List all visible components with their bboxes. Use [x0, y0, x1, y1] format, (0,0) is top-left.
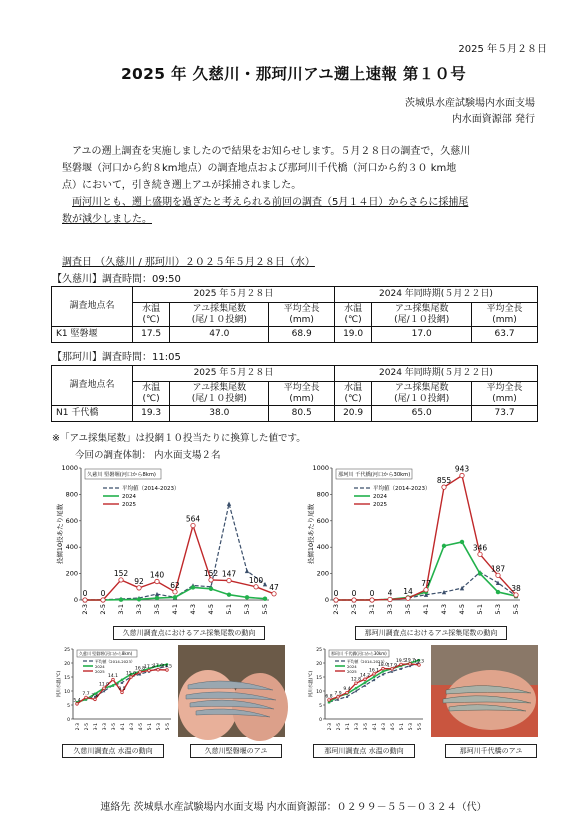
legend-label: 2024	[122, 494, 136, 500]
naka-table	[51, 365, 538, 422]
chart-title: 那珂川 千代橋(河口から30km)	[331, 651, 387, 657]
y-tick-label: 5	[67, 704, 70, 709]
point-2025	[514, 593, 518, 597]
y-axis-label: 河川水温(℃)	[57, 670, 62, 698]
data-label: 19.5	[395, 658, 407, 664]
chart-title: 久慈川 堅磐堰(河口から8km)	[79, 651, 133, 657]
point-2025	[442, 485, 446, 489]
data-label: 19.7	[404, 658, 416, 664]
legend-label: 2025	[347, 669, 357, 674]
point-2025	[137, 586, 141, 590]
point-2024	[112, 684, 115, 687]
y-tick-label: 5	[319, 704, 322, 709]
x-tick-label: 4-3	[440, 604, 448, 615]
y-tick-label: 800	[65, 490, 78, 499]
col-catch: アユ採集尾数 (尾/１０投網)	[372, 303, 472, 327]
x-tick-label: 2-5	[99, 604, 107, 615]
point-2025	[155, 579, 159, 583]
data-label: 16.1	[368, 668, 380, 674]
point-2024	[478, 571, 482, 575]
x-tick-label: 2-3	[332, 604, 340, 615]
point-2024	[227, 593, 231, 597]
y-tick-label: 15	[64, 676, 70, 681]
survey-date: 調査日 （久慈川 / 那珂川）２０２５年５月２８日（水）	[62, 257, 315, 268]
site-name: K1 堅磐堰	[52, 327, 133, 343]
row-header: 調査地点名	[52, 366, 133, 406]
legend-label: 2024	[373, 494, 387, 500]
col-catch: アユ採集尾数 (尾/１０投網)	[170, 303, 269, 327]
intro-line: 数が減少しました。	[62, 214, 152, 225]
point-2025	[101, 598, 105, 602]
x-tick-label: 5-1	[400, 723, 405, 731]
intro-line: アユの遡上調査を実施しましたので結果をお知らせします。５月２８日の調査で，久慈川	[72, 146, 471, 157]
naka-temp-chart	[307, 643, 427, 738]
x-tick-label: 2-3	[76, 723, 81, 731]
point-2025	[227, 578, 231, 582]
point-2024	[245, 595, 249, 599]
col-temp: 水温 (℃)	[334, 382, 371, 406]
point-2025	[352, 598, 356, 602]
x-tick-label: 4-1	[373, 723, 378, 731]
point-2025	[272, 592, 276, 596]
data-label: 17.6	[152, 664, 164, 670]
x-tick-label: 3-3	[135, 604, 143, 615]
x-tick-label: 5-3	[157, 723, 162, 731]
x-tick-label: 2-5	[350, 604, 358, 615]
point-avg	[227, 501, 231, 505]
publisher-line2: 内水面資源部 発行	[451, 114, 535, 125]
data-label: 14.1	[107, 674, 119, 680]
x-tick-label: 4-5	[391, 723, 396, 731]
footnote: ※「アユ採集尾数」は投網１０投当たりに換算した値です。	[52, 433, 306, 444]
caption-kuji-catch: 久慈川調査点におけるアユ採集尾数の動向	[113, 626, 265, 640]
table-row	[52, 406, 538, 422]
survey-staff: 今回の調査体制： 内水面支場２名	[75, 450, 221, 461]
cell: 19.3	[133, 406, 170, 422]
y-tick-label: 10	[64, 690, 70, 695]
fish-in-hand-illustration	[178, 645, 285, 737]
naka-ayu-photo	[431, 645, 538, 737]
y-tick-label: 400	[65, 543, 78, 552]
point-2024	[119, 598, 123, 602]
legend-label: 2024	[347, 664, 357, 669]
kuji-heading: 【久慈川】調査時間：09:50	[52, 274, 181, 285]
col-length: 平均全長 (mm)	[269, 303, 334, 327]
kuji-ayu-photo	[178, 645, 285, 737]
y-axis-label: 投網10投あたり尾数	[307, 503, 315, 565]
x-tick-label: 5-1	[225, 604, 233, 615]
x-tick-label: 3-3	[386, 604, 394, 615]
x-tick-label: 4-1	[171, 604, 179, 615]
legend-label: 平均値（2014-2023）	[122, 486, 180, 492]
data-label: 147	[221, 569, 237, 579]
kuji-temp-chart	[55, 643, 175, 738]
data-label: 187	[490, 564, 506, 574]
y-tick-label: 20	[64, 662, 70, 667]
point-2024	[364, 681, 367, 684]
data-label: 12.8	[350, 677, 362, 683]
point-2024	[460, 540, 464, 544]
caption-naka-catch: 那珂川調査点におけるアユ採集尾数の動向	[355, 626, 507, 640]
col-temp: 水温 (℃)	[133, 382, 170, 406]
point-2024	[209, 587, 213, 591]
intro-line: 両河川とも、遡上盛期を過ぎたと考えられる前回の調査（5月１４日）からさらに採捕尾	[72, 197, 469, 208]
y-axis-label: 河川水温(℃)	[309, 670, 314, 698]
data-label: 855	[436, 476, 452, 486]
data-label: 0	[369, 589, 375, 598]
data-label: 11.0	[98, 682, 110, 688]
point-2025	[370, 598, 374, 602]
col-catch: アユ採集尾数 (尾/１０投網)	[372, 382, 472, 406]
x-tick-label: 3-5	[404, 604, 412, 615]
point-2024	[382, 670, 385, 673]
x-tick-label: 5-3	[494, 604, 502, 615]
point-2025	[209, 578, 213, 582]
data-label: 100	[248, 575, 264, 585]
y-tick-label: 10	[316, 690, 322, 695]
caption-kuji-photo: 久慈川堅磐堰のアユ	[190, 744, 282, 758]
col-temp: 水温 (℃)	[133, 303, 170, 327]
x-tick-label: 3-5	[112, 723, 117, 731]
previous-period: 2024 年同時期(５月２２日)	[334, 287, 537, 303]
point-2025	[119, 578, 123, 582]
row-header: 調査地点名	[52, 287, 133, 327]
y-axis-label: 投網10投あたり尾数	[56, 503, 64, 565]
cell: 73.7	[472, 406, 538, 422]
intro-paragraph	[62, 143, 542, 228]
point-2024	[173, 595, 177, 599]
cell: 20.9	[334, 406, 371, 422]
x-tick-label: 4-5	[458, 604, 466, 615]
x-tick-label: 5-5	[261, 604, 269, 615]
data-label: 47	[269, 582, 279, 592]
data-label: 16.8	[134, 666, 146, 672]
data-label: 17.9	[386, 663, 398, 669]
col-temp: 水温 (℃)	[334, 303, 371, 327]
data-label: 140	[149, 570, 165, 580]
data-label: 14	[403, 587, 413, 597]
point-2025	[191, 523, 195, 527]
kuji-table	[51, 286, 538, 343]
x-tick-label: 3-3	[355, 723, 360, 731]
contact-info: 連絡先 茨城県水産試験場内水面支場 内水面資源部：０２９９－５５－０３２４（代）	[100, 802, 487, 813]
caption-naka-temp: 那珂川調査点 水温の動向	[313, 744, 415, 758]
point-avg	[245, 569, 249, 573]
x-tick-label: 4-3	[130, 723, 135, 731]
point-2025	[424, 588, 428, 592]
point-2024	[155, 596, 159, 600]
fish-in-hand-illustration	[431, 645, 538, 737]
data-label: 152	[113, 568, 129, 578]
data-label: 7.0	[91, 693, 99, 699]
x-tick-label: 4-5	[139, 723, 144, 731]
point-2025	[83, 598, 87, 602]
x-tick-label: 5-5	[166, 723, 171, 731]
data-label: 14.2	[359, 673, 371, 679]
previous-period: 2024 年同時期(５月２２日)	[334, 366, 537, 382]
data-label: 152	[203, 568, 219, 578]
data-label: 0	[82, 589, 88, 598]
y-tick-label: 0	[67, 718, 70, 723]
cell: 68.9	[269, 327, 334, 343]
legend-label: 平均値（2014-2023）	[347, 659, 387, 664]
col-length: 平均全長 (mm)	[472, 382, 538, 406]
intro-line: 点）において，引き続き遡上アユが採捕されました。	[62, 180, 302, 191]
naka-catch-chart	[306, 462, 526, 622]
col-length: 平均全長 (mm)	[472, 303, 538, 327]
point-2025	[406, 596, 410, 600]
x-tick-label: 5-5	[418, 723, 423, 731]
y-tick-label: 0	[73, 596, 78, 604]
point-2025	[388, 597, 392, 601]
cell: 47.0	[170, 327, 269, 343]
x-tick-label: 2-3	[328, 723, 333, 731]
x-tick-label: 4-5	[207, 604, 215, 615]
current-period: 2025 年５月２８日	[133, 366, 335, 382]
x-tick-label: 2-3	[81, 604, 89, 615]
x-tick-label: 4-3	[189, 604, 197, 615]
y-tick-label: 0	[319, 718, 322, 723]
legend-label: 2025	[122, 502, 136, 508]
x-tick-label: 3-1	[94, 723, 99, 731]
y-tick-label: 25	[64, 648, 70, 653]
x-tick-label: 4-3	[382, 723, 387, 731]
cell: 65.0	[372, 406, 472, 422]
data-label: 564	[185, 514, 201, 524]
page-title: 2025 年 久慈川・那珂川アユ遡上速報 第１０号	[120, 65, 467, 83]
y-tick-label: 1000	[61, 464, 78, 472]
legend-label: 2025	[95, 669, 105, 674]
issue-date: 2025 年５月２８日	[458, 44, 547, 55]
point-2025	[460, 473, 464, 477]
col-catch: アユ採集尾数 (尾/１０投網)	[170, 382, 269, 406]
cell: 19.0	[334, 327, 371, 343]
x-tick-label: 3-1	[368, 604, 376, 615]
point-2025	[478, 552, 482, 556]
x-tick-label: 2-5	[337, 723, 342, 731]
table-row	[52, 327, 538, 343]
data-label: 7.9	[334, 691, 342, 697]
cell: 17.5	[133, 327, 170, 343]
point-avg	[263, 582, 267, 586]
data-label: 62	[170, 580, 180, 590]
legend-label: 平均値（2014-2023）	[373, 486, 431, 492]
data-label: 943	[454, 464, 470, 474]
x-tick-label: 3-5	[153, 604, 161, 615]
x-tick-label: 2-5	[85, 723, 90, 731]
data-label: 6.8	[325, 694, 333, 700]
data-label: 18.0	[377, 663, 389, 669]
point-2024	[121, 679, 124, 682]
y-tick-label: 1000	[312, 464, 329, 472]
x-tick-label: 3-3	[103, 723, 108, 731]
point-2025	[254, 585, 258, 589]
x-tick-label: 4-1	[422, 604, 430, 615]
point-2024	[442, 544, 446, 548]
data-label: 7.7	[82, 691, 90, 697]
chart-title: 那珂川 千代橋(河口から30km)	[338, 472, 411, 478]
data-label: 5.4	[73, 698, 81, 704]
data-label: 92	[134, 576, 144, 586]
point-2025	[496, 573, 500, 577]
cell: 80.5	[269, 406, 334, 422]
legend-label: 2024	[95, 664, 105, 669]
data-label: 0	[100, 589, 106, 598]
y-tick-label: 400	[316, 543, 329, 552]
x-tick-label: 3-5	[364, 723, 369, 731]
intro-line: 堅磐堰（河口から約８km地点）の調査地点および那珂川千代橋（河口から約３０ km地	[62, 163, 457, 174]
current-period: 2025 年５月２８日	[133, 287, 335, 303]
data-label: 0	[351, 589, 357, 598]
chart-title: 久慈川 堅磐堰(河口から8km)	[87, 472, 156, 478]
naka-heading: 【那珂川】調査時間：11:05	[52, 352, 181, 363]
y-tick-label: 200	[65, 569, 78, 578]
data-label: 0	[333, 589, 339, 598]
x-tick-label: 5-3	[243, 604, 251, 615]
y-tick-label: 0	[324, 596, 329, 604]
caption-kuji-temp: 久慈川調査点 水温の動向	[62, 744, 164, 758]
point-2024	[373, 676, 376, 679]
data-label: 19.3	[413, 659, 425, 665]
point-2024	[355, 687, 358, 690]
data-label: 17.5	[161, 664, 173, 670]
publisher-line1: 茨城県水産試験場内水面支場	[405, 98, 535, 109]
y-tick-label: 200	[316, 569, 329, 578]
data-label: 77	[421, 578, 431, 588]
site-name: N1 千代橋	[52, 406, 133, 422]
x-tick-label: 4-1	[121, 723, 126, 731]
data-label: 4	[387, 588, 393, 598]
x-tick-label: 3-1	[346, 723, 351, 731]
data-label: 9.4	[343, 687, 351, 693]
y-tick-label: 600	[65, 516, 78, 525]
data-label: 15.0	[125, 671, 137, 677]
cell: 38.0	[170, 406, 269, 422]
data-label: 9.5	[118, 686, 126, 692]
point-2024	[496, 590, 500, 594]
legend-label: 2025	[373, 502, 387, 508]
cell: 63.7	[472, 327, 538, 343]
y-tick-label: 25	[316, 648, 322, 653]
point-2024	[191, 585, 195, 589]
point-2024	[263, 596, 267, 600]
caption-naka-photo: 那珂川千代橋のアユ	[445, 744, 537, 758]
y-tick-label: 15	[316, 676, 322, 681]
kuji-catch-chart	[55, 462, 279, 622]
x-tick-label: 5-5	[512, 604, 520, 615]
x-tick-label: 5-1	[148, 723, 153, 731]
y-tick-label: 800	[316, 490, 329, 499]
point-2025	[173, 590, 177, 594]
data-label: 38	[511, 583, 521, 593]
point-2024	[137, 597, 141, 601]
y-tick-label: 20	[316, 662, 322, 667]
x-tick-label: 3-1	[117, 604, 125, 615]
x-tick-label: 5-3	[409, 723, 414, 731]
data-label: 17.3	[143, 665, 155, 671]
x-tick-label: 5-1	[476, 604, 484, 615]
cell: 17.0	[372, 327, 472, 343]
col-length: 平均全長 (mm)	[269, 382, 334, 406]
y-tick-label: 600	[316, 516, 329, 525]
point-2025	[334, 598, 338, 602]
data-label: 346	[472, 543, 488, 553]
legend-label: 平均値（2014-2023）	[95, 659, 135, 664]
